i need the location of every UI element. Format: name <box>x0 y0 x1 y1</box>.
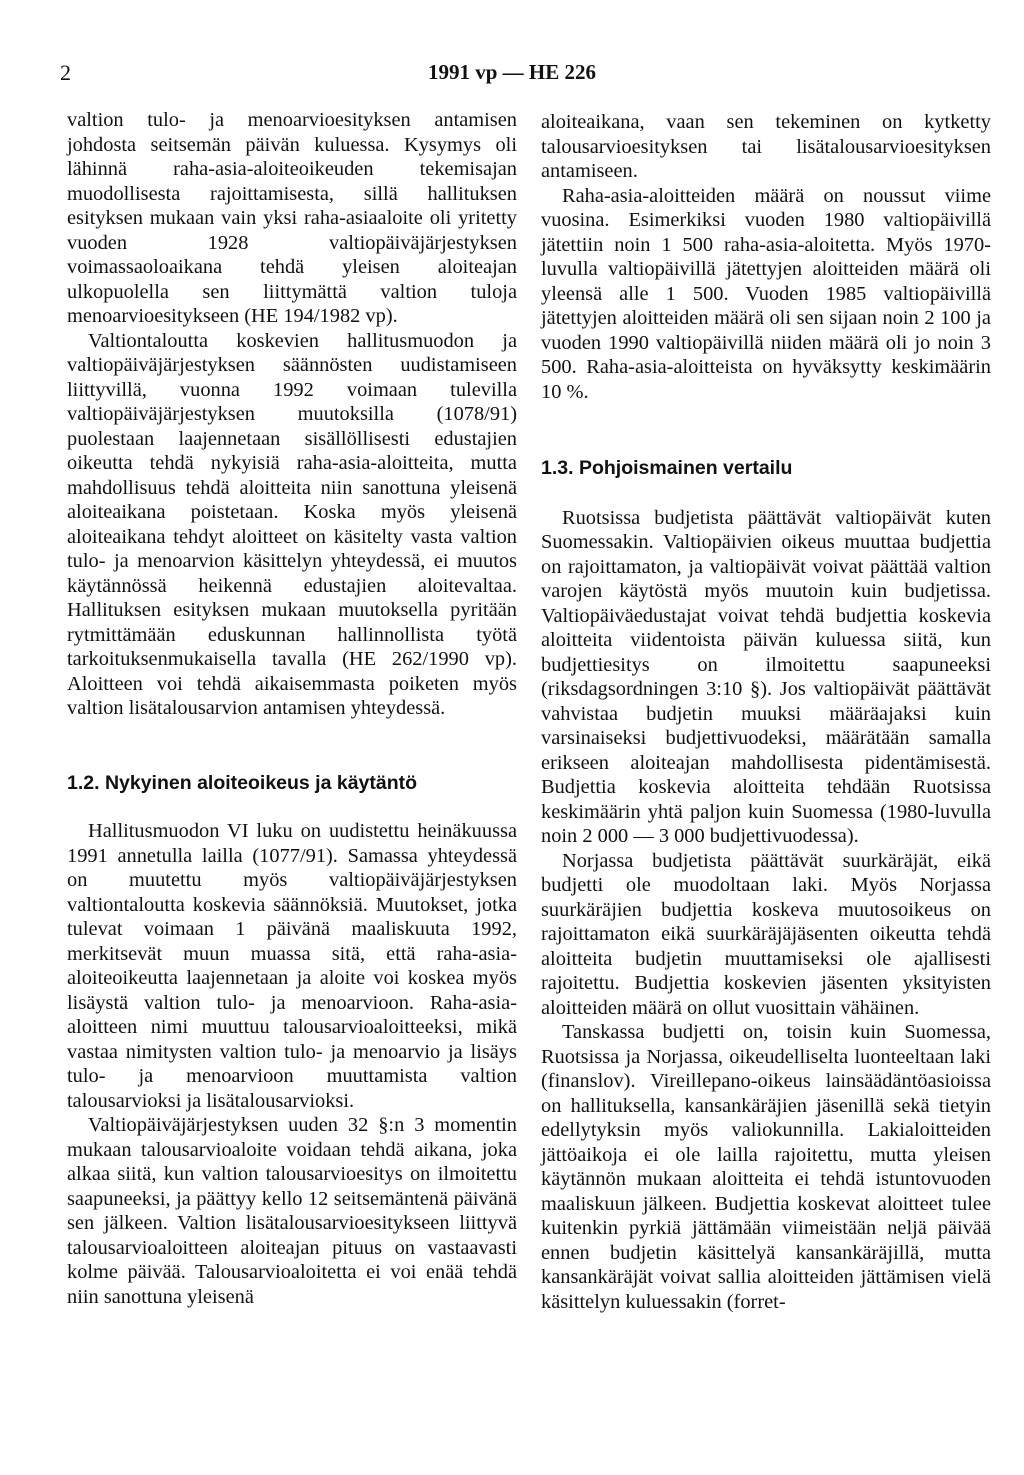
right-column <box>541 110 991 1314</box>
running-head: 1991 vp — HE 226 <box>427 60 597 84</box>
page-number: 2 <box>60 60 71 85</box>
paragraph: Raha-asia-aloitteiden määrä on noussut viime vuosina. Esimerkiksi vuoden 1980 valtiopäivillä jätettiin noin 1 500 raha-asia-aloitetta. Myös 1970-luvulla valtiopäivillä jätettyjen aloitteiden määrä oli yleensä alle 1 500. Vuoden 1985 valtiopäivillä jätettyjen aloitteiden määrä oli sen sijaan noin 2 100 ja vuoden 1990 valtiopäivillä niiden määrä oli jo noin 3 500. Raha-asia-aloitteista on hyväksytty keskimäärin 10 %. <box>541 184 991 403</box>
paragraph: aloiteaikana, vaan sen tekeminen on kytketty talousarvioesityksen tai lisätalousarvioesityksen antamiseen. <box>541 111 991 182</box>
paragraph: Tanskassa budjetti on, toisin kuin Suomessa, Ruotsissa ja Norjassa, oikeudelliselta luonteeltaan laki (finanslov). Vireillepano-oikeus lainsäädäntöasioissa on hallituksella, kansankäräjien jäsenillä sekä tietyin edellytyksin myös valiokunnilla. Lakialoitteiden jättöaikoja ei ole lailla rajoitettu, mutta yleisen käytännön mukaan aloitteita ei tehdä istuntovuoden maaliskuun jälkeen. Budjettia koskevat aloitteet tulee kuitenkin pyrkiä jättämään viimeistään neljä päivää ennen budjetin käsittelyä kansankäräjillä, mutta kansankäräjät voivat sallia aloitteiden jättämisen vielä käsittelyn kuluessakin (forret- <box>541 1021 991 1313</box>
section-heading: 1.2. Nykyinen aloiteoikeus ja käytäntö <box>67 771 418 794</box>
paragraph: Valtiontaloutta koskevien hallitusmuodon ja valtiopäiväjärjestyksen säännösten uudistamiseen liittyvillä, vuonna 1992 voimaan tulevilla valtiopäiväjärjestyksen muutoksilla (1078/91) puolestaan laajennetaan sisällöllisesti edustajien oikeutta tehdä nykyisiä raha-asia-aloitteita, mutta mahdollisuus tehdä aloitteita niin sanottuna yleisenä aloiteaikana poistetaan. Koska myös yleisenä aloiteaikana tehdyt aloitteet on käsitelty vasta valtion tulo- ja menoarvion käsittelyn yhteydessä, ei muutos käytännössä heikennä edustajien aloitevaltaa. Hallituksen esityksen mukaan muutoksella pyritään rytmittämään eduskunnan hallinnollista työtä tarkoituksenmukaisella tavalla (HE 262/1990 vp). Aloitteen voi tehdä aikaisemmasta poiketen myös valtion lisätalousarvion antamisen yhteydessä. <box>67 329 517 719</box>
paragraph: Valtiopäiväjärjestyksen uuden 32 §:n 3 momentin mukaan talousarvioaloite voidaan tehdä aikana, joka alkaa siitä, kun valtion talousarvioesitys on ilmoitettu saapuneeksi, ja päättyy kello 12 seitsemäntenä päivänä sen jälkeen. Valtion lisätalousarvioesitykseen liittyvä talousarvioaloitteen aloiteajan pituus on vastaavasti kolme päivää. Talousarvioaloitetta ei voi enää tehdä niin sanottuna yleisenä <box>67 1114 517 1308</box>
paragraph: Ruotsissa budjetista päättävät valtiopäivät kuten Suomessakin. Valtiopäivien oikeus muuttaa budjettia on rajoittamaton, ja valtiopäivät voivat päättää valtion varojen käytöstä myös muutoin kuin budjetissa. Valtiopäiväedustajat voivat tehdä budjettia koskevia aloitteita viidentoista päivän kuluessa siitä, kun budjettiesitys on ilmoitettu saapuneeksi (riksdagsordningen 3:10 §). Jos valtiopäivät päättävät vahvistaa budjetin muuksi määräajaksi kuin varsinaiseksi budjettivuodeksi, määrätään samalla erikseen aloiteajan mahdollisesta pidentämisestä. Budjettia koskevia aloitteita tehdään Ruotsissa keskimäärin yhtä paljon kuin Suomessa (1980-luvulla noin 2 000 — 3 000 budjettivuodessa). <box>541 506 991 847</box>
paragraph: Norjassa budjetista päättävät suurkäräjät, eikä budjetti ole muodoltaan laki. Myös Norjassa suurkäräjien budjettia koskeva muutosoikeus on rajoittamaton eikä suurkäräjäjäsenten oikeutta tehdä aloitteita budjetin muuttamiseksi ole ajallisesti rajoitettu. Budjettia koskevien jäsenten yksityisten aloitteiden määrä on ollut vuosittain vähäinen. <box>541 849 991 1019</box>
left-column <box>67 108 517 1309</box>
paragraph: valtion tulo- ja menoarvioesityksen antamisen johdosta seitsemän päivän kuluessa. Kysymys oli lähinnä raha-asia-aloiteoikeuden tekemisajan muodollisesta rajoittamisesta, sillä hallituksen esityksen mukaan vain yksi raha-asiaaloite oli yritetty vuoden 1928 valtiopäiväjärjestyksen voimassaoloaikana tehdä yleisen aloiteajan ulkopuolella sen liittymättä valtion tuloja menoarvioesitykseen (HE 194/1982 vp). <box>67 109 517 327</box>
paragraph: Hallitusmuodon VI luku on uudistettu heinäkuussa 1991 annetulla lailla (1077/91). Samassa yhteydessä on muutettu myös valtiopäiväjärjestyksen valtiontaloutta koskevia säännöksiä. Muutokset, jotka tulevat voimaan 1 päivänä maaliskuuta 1992, merkitsevät muun muassa sitä, että raha-asia-aloiteoikeutta laajennetaan ja aloite voi koskea myös lisäystä valtion tulo- ja menoarvioon. Raha-asia-aloitteen nimi muuttuu talousarvioaloitteeksi, mikä vastaa nimitysten valtion tulo- ja menoarvio ja lisäys tulo- ja menoarvioon muuttamista valtion talousarvioksi ja lisätalousarvioksi. <box>67 820 517 1112</box>
section-heading: 1.3. Pohjoismainen vertailu <box>541 457 793 479</box>
